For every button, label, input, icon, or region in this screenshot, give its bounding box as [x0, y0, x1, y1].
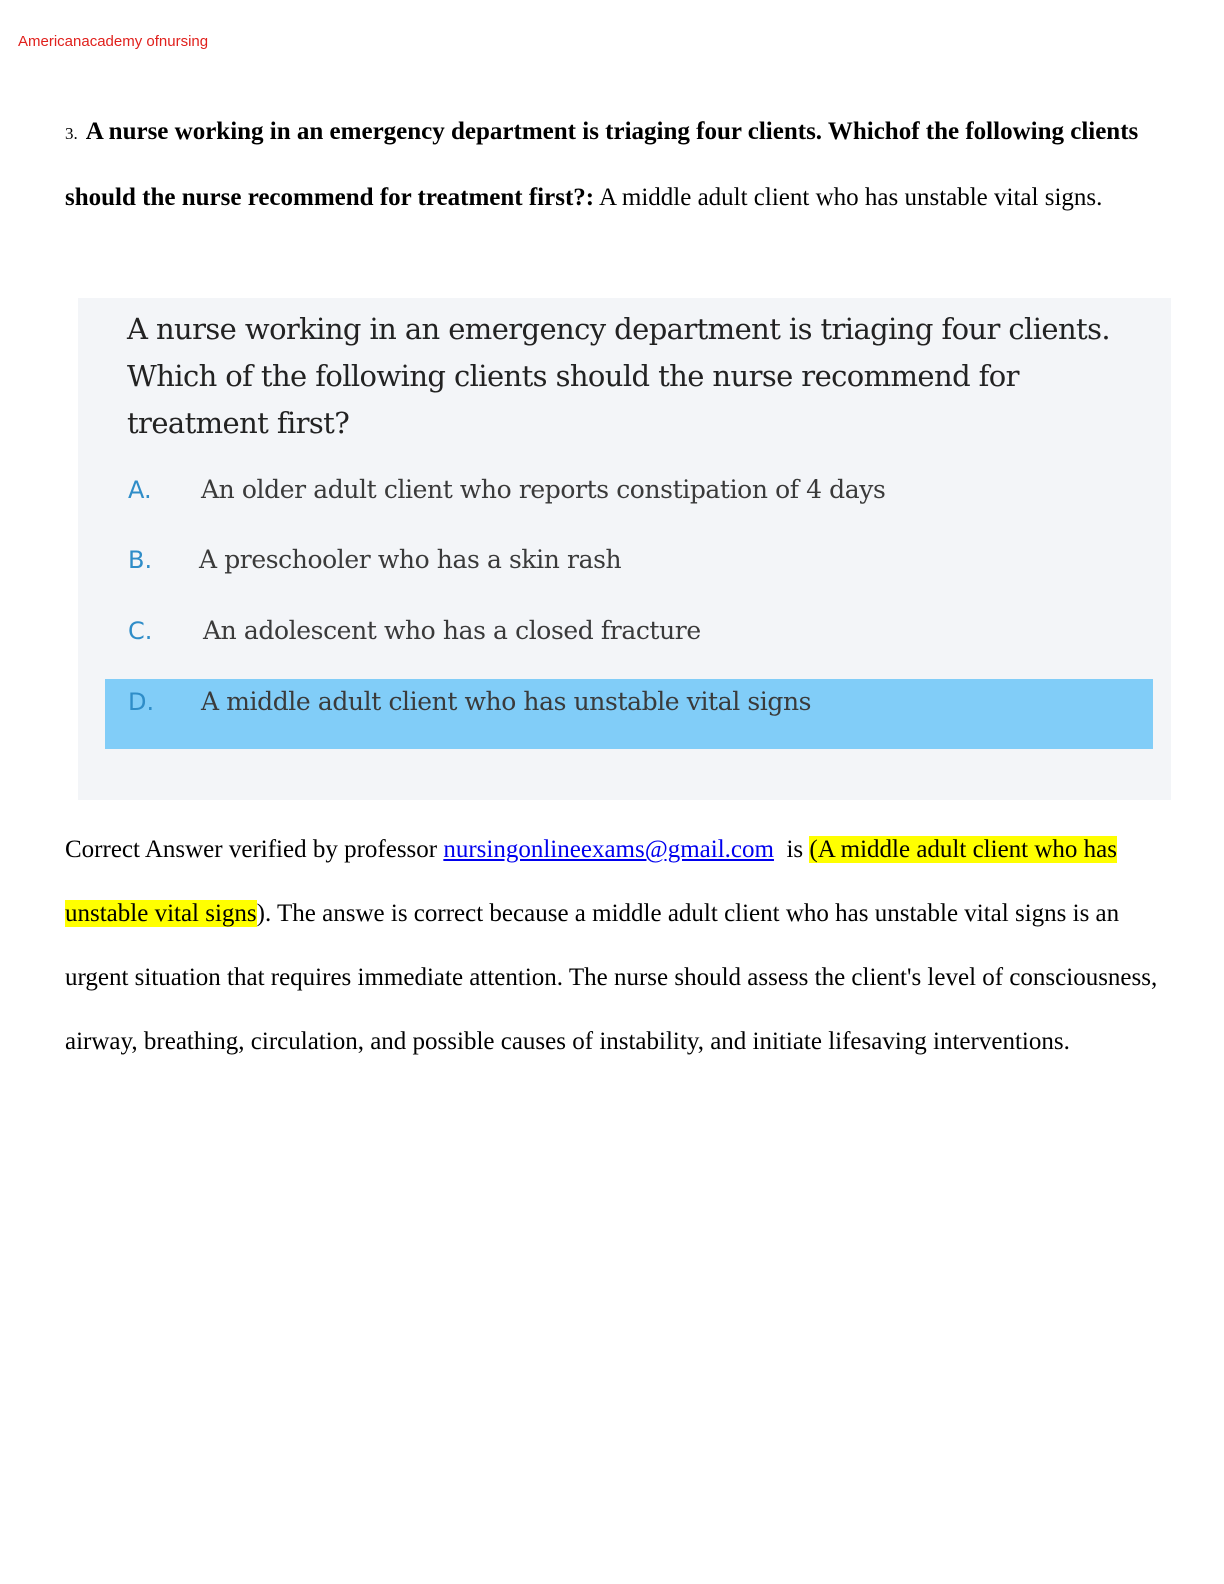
question-paragraph: [65, 100, 1180, 230]
option-text: An older adult client who reports constipation of 4 days: [201, 475, 886, 504]
question-inline-answer: A middle adult client who has unstable vital signs.: [594, 184, 1103, 211]
option-text: An adolescent who has a closed fracture: [203, 616, 701, 645]
option-a[interactable]: [105, 457, 1153, 527]
answer-paragraph: [65, 818, 1180, 1074]
screenshot-question-text: A nurse working in an emergency department is triaging four clients. Which of the following clients should the nurse recommend for treatment first?: [127, 312, 1110, 440]
answer-prefix: Correct Answer verified by professor: [65, 836, 444, 863]
option-text: A preschooler who has a skin rash: [199, 545, 622, 574]
option-text: A middle adult client who has unstable vital signs: [201, 687, 812, 716]
question-text: A nurse working in an emergency department is triaging four clients. Whichof the following clients should the nurse recommend for treatment first?:: [65, 118, 1139, 211]
option-letter: D.: [128, 688, 155, 716]
option-letter: A.: [128, 476, 152, 504]
option-letter: B.: [128, 546, 153, 574]
option-c[interactable]: [105, 598, 1153, 668]
question-number: 3.: [65, 124, 78, 143]
option-b[interactable]: [105, 527, 1153, 597]
brand-header: Americanacademy ofnursing: [18, 33, 209, 50]
answer-is: is: [773, 836, 810, 863]
highlighted-answer: (A middle adult client who has unstable vital signs: [65, 836, 1117, 927]
question-screenshot: [78, 298, 1171, 800]
option-d-selected[interactable]: [105, 679, 1153, 749]
option-letter: C.: [128, 617, 153, 645]
answer-explanation: ). The answe is correct because a middle adult client who has unstable vital signs is an urgent situation that requires immediate attention. The nurse should assess the client's level of consciousness, airway, breathing, circulation, and possible causes of instability, and initiate lifesaving interventions.: [65, 900, 1158, 1055]
email-link[interactable]: nursingonlineexams@gmail.com: [443, 836, 774, 863]
